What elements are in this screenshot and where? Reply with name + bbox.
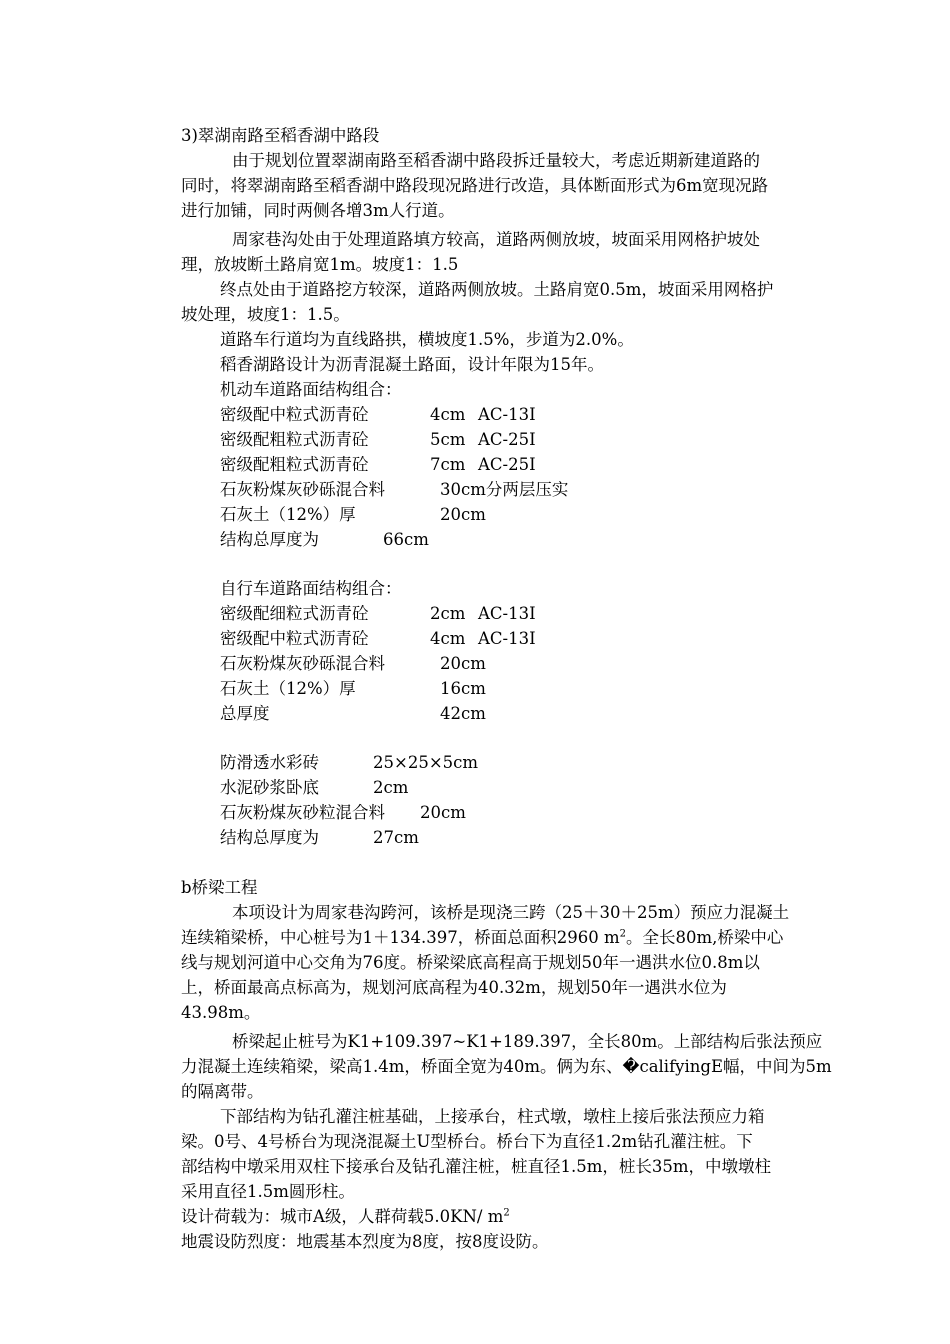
bridge-seismic-text: 地震设防烈度：地震基本烈度为8度，按8度设防。 [181,1232,549,1251]
superscript: 2 [619,928,626,940]
bike-structure-title: 自行车道路面结构组合： [220,579,402,598]
motor-row-1-code: AC-13I [478,405,536,424]
bike-row-2-code: AC-13I [478,629,536,648]
section-heading-bridge: b桥梁工程 [181,878,258,897]
motor-row-2-code: AC-25I [478,430,536,449]
road-para3-line2: 坡处理，坡度1：1.5。 [181,305,350,324]
road-para1-line3: 进行加铺，同时两侧各增3m人行道。 [181,201,455,220]
walk-total-label: 结构总厚度为 [220,828,319,847]
motor-row-4-thick: 30cm分两层压实 [440,480,569,499]
motor-row-1-thick: 4cm [430,405,466,424]
bike-row-2-name: 密级配中粒式沥青砼 [220,629,369,648]
bike-row-1-name: 密级配细粒式沥青砼 [220,604,369,623]
section-heading-road: 3)翠湖南路至稻香湖中路段 [181,126,380,145]
bridge-para1-line4: 上，桥面最高点标高为，规划河底高程为40.32m，规划50年一遇洪水位为 [181,978,727,997]
motor-structure-title: 机动车道路面结构组合： [220,380,402,399]
text: 由于规划位置翠湖南路至稻香湖中路段拆迁量较大，考虑近期新建道路的 [232,151,760,170]
walk-row-3-name: 石灰粉煤灰砂粒混合料 [220,803,385,822]
bike-row-2-thick: 4cm [430,629,466,648]
bridge-para3-line3: 部结构中墩采用双柱下接承台及钻孔灌注桩，桩直径1.5m，桩长35m，中墩墩柱 [181,1157,772,1176]
bike-row-4-thick: 16cm [440,679,486,698]
road-para1-line2: 同时，将翠湖南路至稻香湖中路段现况路进行改造，具体断面形式为6m宽现况路 [181,176,769,195]
bridge-para3-line2: 梁。0号、4号桥台为现浇混凝土U型桥台。桥台下为直径1.2m钻孔灌注桩。下 [181,1132,753,1151]
superscript: 2 [503,1207,510,1219]
walk-row-3-thick: 20cm [420,803,466,822]
bike-total-label: 总厚度 [220,704,270,723]
road-design-life: 稻香湖路设计为沥青混凝土路面，设计年限为15年。 [220,355,604,374]
motor-total-label: 结构总厚度为 [220,530,319,549]
bridge-para1-line1: 本项设计为周家巷沟跨河，该桥是现浇三跨（25＋30＋25m）预应力混凝土 [232,903,790,922]
bridge-para2-line2: 力混凝土连续箱梁，梁高1.4m，桥面全宽为40m。俩为东、�califyingE幅，中间为5m [181,1057,832,1076]
road-para3-line1: 终点处由于道路挖方较深，道路两侧放坡。土路肩宽0.5m，坡面采用网格护 [220,280,774,299]
motor-row-1-name: 密级配中粒式沥青砼 [220,405,369,424]
bridge-para1-line5: 43.98m。 [181,1003,261,1022]
bridge-para2-line1: 桥梁起止桩号为K1+109.397~K1+189.397，全长80m。上部结构后张法预应 [232,1032,823,1051]
road-para1-line1 [232,149,860,173]
bridge-para3-line1: 下部结构为钻孔灌注桩基础，上接承台，柱式墩，墩柱上接后张法预应力箱 [220,1107,765,1126]
motor-row-3-thick: 7cm [430,455,466,474]
bike-row-1-code: AC-13I [478,604,536,623]
bridge-para3-line4: 采用直径1.5m圆形柱。 [181,1182,355,1201]
motor-row-2-name: 密级配粗粒式沥青砼 [220,430,369,449]
text: 设计荷载为：城市A级，人群荷载5.0KN/ m [181,1207,504,1226]
road-para2-line2: 理，放坡断土路肩宽1m。坡度1：1.5 [181,255,459,274]
bike-total-value: 42cm [440,704,486,723]
bridge-para1-line2 [181,926,783,950]
text: 连续箱梁桥，中心桩号为1＋134.397，桥面总面积2960 m [181,928,620,947]
motor-row-5-thick: 20cm [440,505,486,524]
bike-row-3-name: 石灰粉煤灰砂砾混合料 [220,654,385,673]
bike-row-1-thick: 2cm [430,604,466,623]
text: 。全长80m,桥梁中心 [626,928,784,947]
walk-row-2-name: 水泥砂浆卧底 [220,778,319,797]
bridge-load-text [181,1205,510,1229]
motor-row-2-thick: 5cm [430,430,466,449]
motor-row-5-name: 石灰土（12%）厚 [220,505,356,524]
bridge-para2-line3: 的隔离带。 [181,1082,264,1101]
walk-row-1-name: 防滑透水彩砖 [220,753,319,772]
road-crown-text: 道路车行道均为直线路拱，横坡度1.5%，步道为2.0%。 [220,330,634,349]
walk-row-1-thick: 25×25×5cm [373,753,479,772]
road-para2-line1: 周家巷沟处由于处理道路填方较高，道路两侧放坡，坡面采用网格护坡处 [232,230,760,249]
motor-total-value: 66cm [383,530,429,549]
bike-row-3-thick: 20cm [440,654,486,673]
motor-row-3-code: AC-25I [478,455,536,474]
motor-row-3-name: 密级配粗粒式沥青砼 [220,455,369,474]
bridge-para1-line3: 线与规划河道中心交角为76度。桥梁梁底高程高于规划50年一遇洪水位0.8m以 [181,953,760,972]
bike-row-4-name: 石灰土（12%）厚 [220,679,356,698]
walk-row-2-thick: 2cm [373,778,409,797]
walk-total-value: 27cm [373,828,419,847]
motor-row-4-name: 石灰粉煤灰砂砾混合料 [220,480,385,499]
